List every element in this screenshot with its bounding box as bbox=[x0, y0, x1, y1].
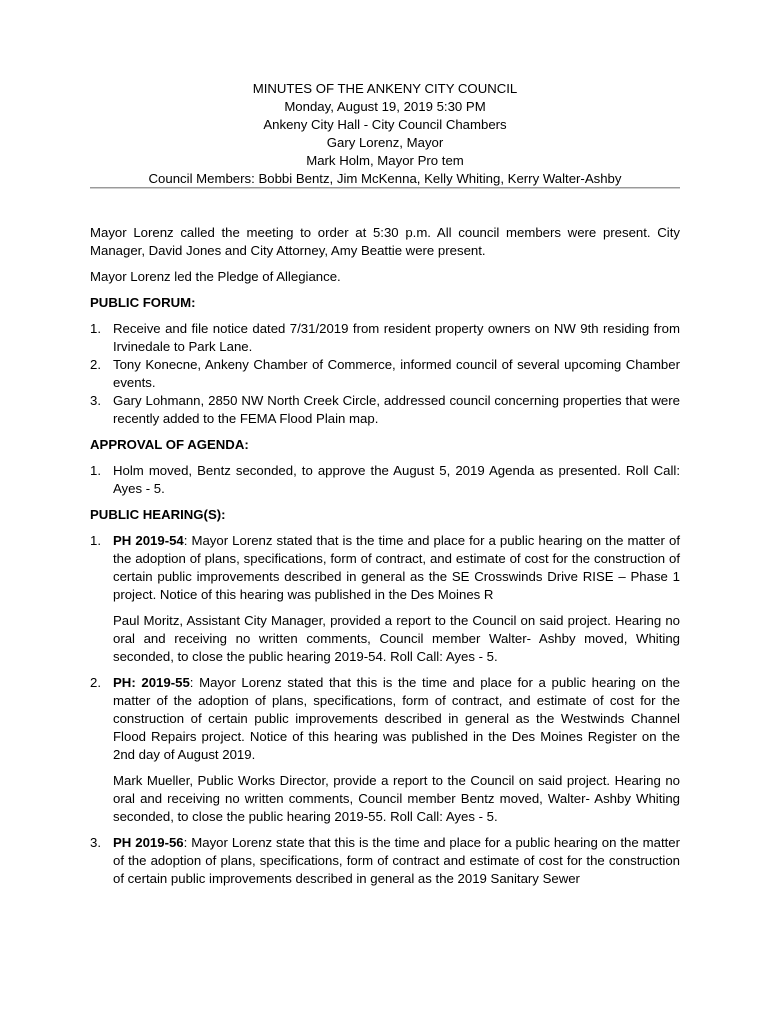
hearing-followup: Mark Mueller, Public Works Director, provide a report to the Council on said project. Hearing no oral and receiving no written comments, Council member Bentz moved, Walter- Ashby Whiting seconded, to close the public hearing 2019-55. Roll Call: Ayes - 5. bbox=[113, 773, 680, 824]
item-text: : Mayor Lorenz stated that is the time and place for a public hearing on the matter of the adoption of plans, specifications, form of contract, and estimate of cost for the construction of certain public improvements described in general as the SE Crosswinds Drive RISE – Phase 1 project. Notice of this hearing was published in the Des Moines R bbox=[113, 533, 680, 602]
public-forum-list bbox=[90, 320, 680, 428]
mayor-name: Gary Lorenz, Mayor bbox=[326, 135, 444, 150]
list-item bbox=[90, 834, 680, 888]
item-number: 1. bbox=[90, 463, 101, 478]
item-number: 3. bbox=[90, 835, 101, 850]
list-item bbox=[90, 674, 680, 826]
list-item bbox=[90, 532, 680, 666]
public-forum-heading: PUBLIC FORUM: bbox=[90, 295, 196, 310]
approval-of-agenda-heading: APPROVAL OF AGENDA: bbox=[90, 437, 249, 452]
item-text: Receive and file notice dated 7/31/2019 from resident property owners on NW 9th residing from Irvinedale to Park Lane. bbox=[113, 321, 680, 354]
item-number: 2. bbox=[90, 675, 101, 690]
item-text: : Mayor Lorenz stated that this is the time and place for a public hearing on the matter of the adoption of plans, specifications, form of contract, and estimate of cost for the construction of certain public improvements described in general as the Westwinds Channel Flood Repairs project. Notice of this hearing was published in the Des Moines Register on the 2nd day of August 2019. bbox=[113, 675, 680, 762]
item-number: 1. bbox=[90, 321, 101, 336]
item-text: Tony Konecne, Ankeny Chamber of Commerce, informed council of several upcoming Chamber events. bbox=[113, 357, 680, 390]
mayor-pro-tem: Mark Holm, Mayor Pro tem bbox=[306, 153, 464, 168]
item-text: : Mayor Lorenz state that this is the time and place for a public hearing on the matter of the adoption of plans, specifications, form of contract and estimate of cost for the construction of certain public improvements described in general as the 2019 Sanitary Sewer bbox=[113, 835, 680, 886]
list-item bbox=[90, 462, 680, 498]
item-text: Gary Lohmann, 2850 NW North Creek Circle, addressed council concerning properties that were recently added to the FEMA Flood Plain map. bbox=[113, 393, 680, 426]
hearing-label: PH 2019-56 bbox=[113, 835, 184, 850]
header-divider bbox=[90, 187, 680, 189]
hearing-label: PH 2019-54 bbox=[113, 533, 184, 548]
list-item bbox=[90, 392, 680, 428]
public-hearings-list bbox=[90, 532, 680, 888]
item-number: 1. bbox=[90, 533, 101, 548]
hearing-label: PH: 2019-55 bbox=[113, 675, 190, 690]
council-members: Council Members: Bobbi Bentz, Jim McKenna, Kelly Whiting, Kerry Walter-Ashby bbox=[148, 171, 622, 186]
document-title: MINUTES OF THE ANKENY CITY COUNCIL bbox=[252, 81, 518, 96]
meeting-location: Ankeny City Hall - City Council Chambers bbox=[263, 117, 507, 132]
hearing-followup: Paul Moritz, Assistant City Manager, provided a report to the Council on said project. Hearing no oral and receiving no written comments, Council member Walter- Ashby moved, Whiting seconded, to close the public hearing 2019-54. Roll Call: Ayes - 5. bbox=[113, 613, 680, 664]
approval-of-agenda-list bbox=[90, 462, 680, 498]
minutes-header bbox=[90, 80, 680, 188]
call-to-order-paragraph: Mayor Lorenz called the meeting to order at 5:30 p.m. All council members were present. City Manager, David Jones and City Attorney, Amy Beattie were present. bbox=[90, 225, 680, 258]
public-hearings-heading: PUBLIC HEARING(S): bbox=[90, 507, 226, 522]
list-item bbox=[90, 356, 680, 392]
pledge-paragraph: Mayor Lorenz led the Pledge of Allegiance. bbox=[90, 269, 341, 284]
item-number: 3. bbox=[90, 393, 101, 408]
minutes-body bbox=[90, 224, 680, 896]
meeting-date: Monday, August 19, 2019 5:30 PM bbox=[284, 99, 486, 114]
list-item bbox=[90, 320, 680, 356]
item-number: 2. bbox=[90, 357, 101, 372]
item-text: Holm moved, Bentz seconded, to approve the August 5, 2019 Agenda as presented. Roll Call: Ayes - 5. bbox=[113, 463, 680, 496]
